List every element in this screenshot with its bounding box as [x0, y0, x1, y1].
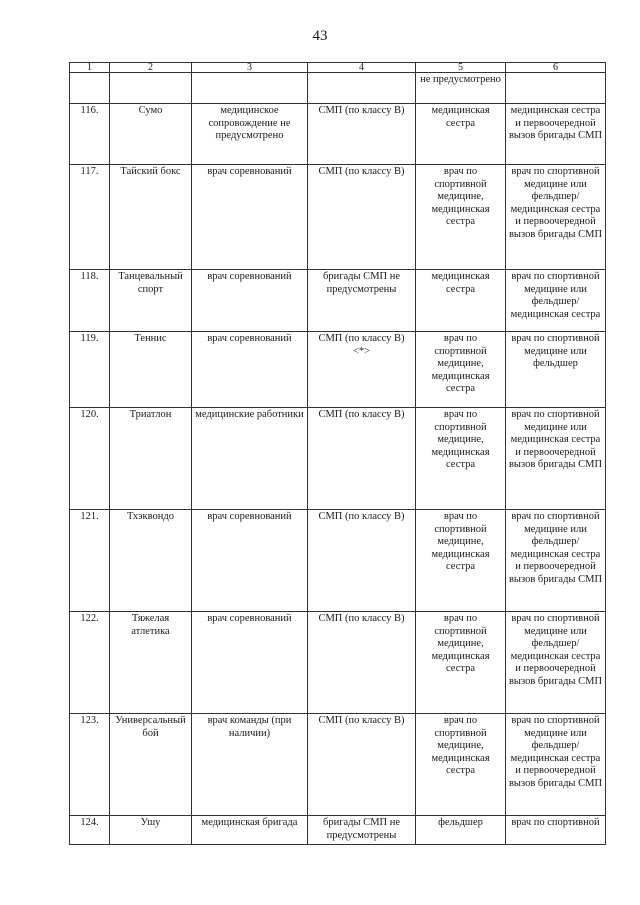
- medical-staff-alt-cell: врач по спортивной медицине или фельдшер/медицинская сестра и первоочередной вызов бригады СМП: [506, 714, 606, 816]
- sport-name-cell: Тхэквондо: [110, 510, 192, 612]
- sport-name-cell: Триатлон: [110, 408, 192, 510]
- medical-staff-alt-cell: врач по спортивной медицине или медицинская сестра и первоочередной вызов бригады СМП: [506, 408, 606, 510]
- medical-support-cell: врач соревнований: [192, 612, 308, 714]
- medical-staff-cell: врач по спортивной медицине, медицинская сестра: [416, 408, 506, 510]
- table-row: [70, 714, 606, 816]
- medical-staff-cell: медицинская сестра: [416, 270, 506, 332]
- medical-support-cell: [192, 73, 308, 104]
- table-row: [70, 816, 606, 845]
- page-number: 43: [312, 28, 328, 44]
- data-table: [69, 62, 606, 845]
- medical-staff-cell: врач по спортивной медицине, медицинская сестра: [416, 714, 506, 816]
- table-row: [70, 408, 606, 510]
- ambulance-class-cell: бригады СМП не предусмотрены: [308, 816, 416, 845]
- medical-support-cell: медицинское сопровождение не предусмотрено: [192, 104, 308, 165]
- medical-support-cell: медицинские работники: [192, 408, 308, 510]
- column-header: 6: [506, 63, 606, 73]
- medical-support-cell: врач соревнований: [192, 165, 308, 270]
- medical-staff-cell: не предусмотрено: [416, 73, 506, 104]
- ambulance-class-cell: СМП (по классу В): [308, 408, 416, 510]
- sport-name-cell: Тайский бокс: [110, 165, 192, 270]
- column-header: 4: [308, 63, 416, 73]
- ambulance-class-cell: СМП (по классу В): [308, 714, 416, 816]
- ambulance-class-cell: СМП (по классу В): [308, 510, 416, 612]
- sport-name-cell: Теннис: [110, 332, 192, 408]
- column-header: 2: [110, 63, 192, 73]
- sport-name-cell: Ушу: [110, 816, 192, 845]
- table-row: [70, 104, 606, 165]
- row-number-cell: 122.: [70, 612, 110, 714]
- row-number-cell: 124.: [70, 816, 110, 845]
- ambulance-class-cell: бригады СМП не предусмотрены: [308, 270, 416, 332]
- medical-staff-alt-cell: врач по спортивной медицине или фельдшер/медицинская сестра: [506, 270, 606, 332]
- medical-support-cell: врач команды (при наличии): [192, 714, 308, 816]
- sport-name-cell: [110, 73, 192, 104]
- table-row: [70, 73, 606, 104]
- column-header: 5: [416, 63, 506, 73]
- ambulance-class-cell: СМП (по классу В): [308, 165, 416, 270]
- sport-name-cell: Сумо: [110, 104, 192, 165]
- table-row: [70, 332, 606, 408]
- medical-staff-cell: медицинская сестра: [416, 104, 506, 165]
- column-header: 3: [192, 63, 308, 73]
- table-row: [70, 612, 606, 714]
- row-number-cell: 119.: [70, 332, 110, 408]
- sport-name-cell: Танцевальный спорт: [110, 270, 192, 332]
- medical-staff-alt-cell: врач по спортивной: [506, 816, 606, 845]
- medical-support-cell: врач соревнований: [192, 270, 308, 332]
- sport-name-cell: Тяжелая атлетика: [110, 612, 192, 714]
- sport-name-cell: Универсальный бой: [110, 714, 192, 816]
- medical-staff-alt-cell: врач по спортивной медицине или фельдшер: [506, 332, 606, 408]
- table-header-row: [70, 63, 606, 73]
- table-row: [70, 165, 606, 270]
- ambulance-class-cell: СМП (по классу В): [308, 612, 416, 714]
- medical-support-cell: медицинская бригада: [192, 816, 308, 845]
- medical-staff-alt-cell: врач по спортивной медицине или фельдшер/медицинская сестра и первоочередной вызов бригады СМП: [506, 510, 606, 612]
- row-number-cell: [70, 73, 110, 104]
- medical-support-cell: врач соревнований: [192, 510, 308, 612]
- medical-staff-cell: фельдшер: [416, 816, 506, 845]
- medical-staff-cell: врач по спортивной медицине, медицинская сестра: [416, 165, 506, 270]
- ambulance-class-cell: СМП (по классу В): [308, 104, 416, 165]
- medical-support-cell: врач соревнований: [192, 332, 308, 408]
- ambulance-class-cell: [308, 73, 416, 104]
- row-number-cell: 117.: [70, 165, 110, 270]
- medical-staff-alt-cell: медицинская сестра и первоочередной вызов бригады СМП: [506, 104, 606, 165]
- medical-staff-alt-cell: врач по спортивной медицине или фельдшер/медицинская сестра и первоочередной вызов бригады СМП: [506, 165, 606, 270]
- medical-staff-cell: врач по спортивной медицине, медицинская сестра: [416, 510, 506, 612]
- table-row: [70, 510, 606, 612]
- row-number-cell: 123.: [70, 714, 110, 816]
- row-number-cell: 120.: [70, 408, 110, 510]
- column-header: 1: [70, 63, 110, 73]
- table-row: [70, 270, 606, 332]
- medical-staff-cell: врач по спортивной медицине, медицинская сестра: [416, 612, 506, 714]
- medical-staff-cell: врач по спортивной медицине, медицинская сестра: [416, 332, 506, 408]
- ambulance-class-cell: СМП (по классу В) <*>: [308, 332, 416, 408]
- row-number-cell: 116.: [70, 104, 110, 165]
- row-number-cell: 118.: [70, 270, 110, 332]
- row-number-cell: 121.: [70, 510, 110, 612]
- medical-staff-alt-cell: врач по спортивной медицине или фельдшер/медицинская сестра и первоочередной вызов бригады СМП: [506, 612, 606, 714]
- medical-staff-alt-cell: [506, 73, 606, 104]
